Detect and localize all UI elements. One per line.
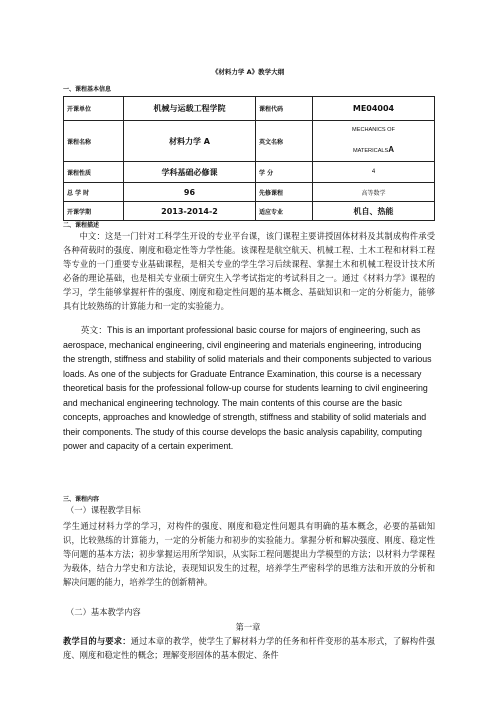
course-info-table (63, 96, 435, 221)
table-label: 先修课程 (256, 183, 313, 202)
table-label: 课程名称 (64, 121, 124, 162)
table-value: ME04004 (313, 97, 435, 121)
course-description-english: 英文：This is an important professional basic course for majors of engineering, such as aerospace, mechanical engineering, civil engineering and materials engineering, introducing the strength, stiffness and stability of solid materials and their components subjected to various loads. As one of the subjects for Graduate Entrance Examination, this course is a necessary theoretical basis for the professional follow-up course for students learning to civil engineering and mechanical engineering technology. The main contents of this course are the basic concepts, approaches and knowledge of strength, stiffness and stability of solid materials and their components. The study of this course develops the basic analysis capability, computing power and capacity of a certain experiment. (63, 325, 432, 451)
course-description-chinese: 中文：这是一门针对工科学生开设的专业平台课，该门课程主要讲授固体材料及其制成构件承受各种荷载时的强度、刚度和稳定性等力学性能。该课程是航空航天、机械工程、土木工程和材料工程等专业的一门重要专业基础课程，是相关专业的学生学习后续课程、掌握土木和机械工程设计技术所必备的理论基础，也是相关专业硕士研究生入学考试指定的考试科目之一。通过《材料力学》课程的学习，学生能够掌握杆件的强度、刚度和稳定性问题的基本概念、基础知识和一定的分析能力，能够具有比较熟练的计算能力和一定的实验能力。 (63, 231, 435, 311)
table-value: 2013-2014-2 (124, 202, 256, 221)
section-heading-description: 二、课程描述 (63, 222, 100, 229)
section-heading-basic-info: 一、课程基本信息 (63, 86, 112, 93)
section-heading-content: 三、课程内容 (63, 496, 100, 503)
subsection-teaching-goals: （一）课程教学目标 (66, 505, 141, 515)
table-row (64, 202, 435, 221)
chapter-goal-text: 通过本章的教学，使学生了解材料力学的任务和杆件变形的基本形式，了解构件强度、刚度和稳定性的概念；理解变形固体的基本假定、条件 (63, 636, 435, 660)
table-value: 材料力学 A (124, 121, 256, 162)
table-row (64, 162, 435, 183)
table-label: 英文名称 (256, 121, 313, 162)
subsection-teaching-content: （二）基本教学内容 (66, 607, 141, 617)
english-name-value (313, 121, 435, 162)
chapter-goal-paragraph (63, 634, 435, 662)
table-label: 开课学期 (64, 202, 124, 221)
table-row (64, 183, 435, 202)
table-label: 总 学 时 (64, 183, 124, 202)
table-value: 机械与运载工程学院 (124, 97, 256, 121)
table-value: 机自、热能 (313, 202, 435, 221)
english-name-line1: MECHANICS OF (352, 127, 395, 133)
table-label: 适应专业 (256, 202, 313, 221)
document-title: 《材料力学 A》教学大纲 (211, 68, 285, 76)
table-value: 96 (124, 183, 256, 202)
table-row (64, 121, 435, 162)
table-value: 高等数学 (313, 183, 435, 202)
table-row (64, 97, 435, 121)
chapter-heading: 第一章 (235, 622, 261, 632)
table-label: 课程性质 (64, 162, 124, 183)
chapter-goal-lead: 教学目的与要求： (63, 636, 131, 646)
english-name-line2: MATERICALSA (352, 145, 395, 154)
teaching-goals-text: 学生通过材料力学的学习，对构件的强度、刚度和稳定性问题具有明确的基本概念，必要的基础知识，比较熟练的计算能力，一定的分析能力和初步的实验能力。掌握分析和解决强度、刚度、稳定性等问题的基本方法；初步掌握运用所学知识，从实际工程问题提出力学模型的方法；以材料力学课程为载体，结合力学史和方法论，表现知识发生的过程，培养学生严密科学的思维方法和开放的分析和解决问题的能力，培养学生的创新精神。 (63, 521, 435, 587)
table-label: 开课单位 (64, 97, 124, 121)
table-label: 课程代码 (256, 97, 313, 121)
table-value: 学科基础必修课 (124, 162, 256, 183)
table-label: 学 分 (256, 162, 313, 183)
table-value: 4 (313, 162, 435, 183)
